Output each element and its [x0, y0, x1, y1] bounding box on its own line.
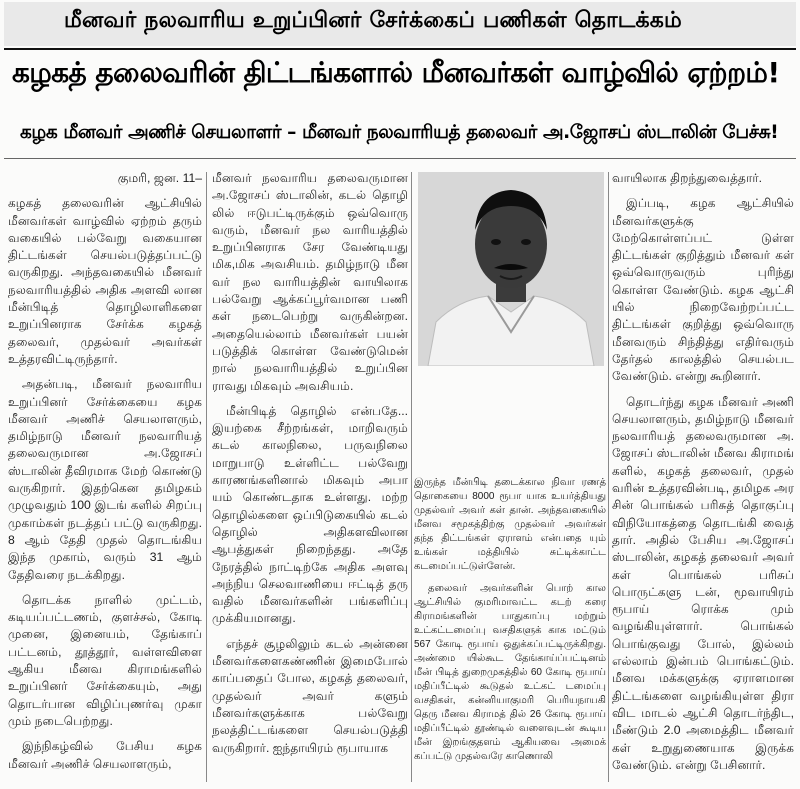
- article-column-1: [8, 170, 202, 781]
- top-rule: [4, 48, 796, 50]
- paragraph: மீன்பிடித் தொழில் என்பதே... இயற்கை சீற்றங்கள், மாறிவரும் கடல் காலநிலை, பருவநிலை மாறுபாடு உள்ளிட்ட பல்வேறு காரணங்களினால் மிகவும் அபா யம் கொண்டதாக உள்ளது. மற்ற தொழில்களை ஒப்பிடுகையில் கடல் தொழில் அதிகளவிலான ஆபத்துகள் நிறைந்தது. அதே நேரத்தில் நாட்டிற்கே அதிக அளவு அந்நிய செலவாணியை ஈட்டித் தரு வதில் மீனவர்களின் பங்களிப்பு முக்கியமானது.: [212, 403, 408, 626]
- paragraph: தொடர்ந்து கழக மீனவர் அணி செயலாளரும், தமிழ்நாடு மீனவர் நலவாரியத் தலைவருமான அ. ஜோசப் ஸ்டாலின் மீனவ கிராமங் களில், கழகத் தலைவர், முதல் வரின் உத்தரவின்படி, தமிழக அர சின் பொங்கல் பரிசுத் தொகுப்பு விநியோகத்தை தொடங்கி வைத் தார். அதில் பேசிய அ.ஜோசப் ஸ்டாலின், கழகத் தலைவர் அவர் கள் பொங்கல் பரிசுப் பொருட்களு டன், மூவாயிரம் ரூபாய் ரொக்க மும் வழங்கியுள்ளார். பொங்கல் பொங்குவது போல், இல்லம் எல்லாம் இன்பம் பொங்கட்டும். மீனவ மக்களுக்கு ஏராளமான திட்டங்களை வழங்கியுள்ள திரா விட மாடல் ஆட்சி தொடர்ந்திட, மீண்டும் 2.0 அமைத்திட மீனவர் கள் உறுதுணையாக இருக்க வேண்டும். என்று பேசினார்.: [612, 394, 794, 772]
- paragraph: கழகத் தலைவரின் ஆட்சியில் மீனவர்கள் வாழ்வில் ஏற்றம் தரும் வகையில் பல்வேறு வகையான திட்டங்கள் செயல்படுத்தப்பட்டு வருகிறது. அந்தவகையில் மீனவர் நலவாரியத்தில் அதிக அளவி லான மீன்பிடித் தொழிலாளிகளை உறுப்பினராக சேர்க்க கழகத் தலைவர், முதல்வர் அவர்கள் உத்தரவிட்டிருந்தார்.: [8, 196, 202, 366]
- column-separator: [411, 172, 412, 782]
- headline: கழகத் தலைவரின் திட்டங்களால் மீனவர்கள் வாழ்வில் ஏற்றம்!: [12, 56, 780, 89]
- subheadline: கழக மீனவர் அணிச் செயலாளர் – மீனவர் நலவாரியத் தலைவர் அ.ஜோசப் ஸ்டாலின் பேச்சு!: [20, 122, 779, 143]
- paragraph: வாயிலாக திறந்துவைத்தார்.: [612, 171, 763, 185]
- portrait-photo: [418, 172, 604, 366]
- paragraph: தலைவர் அவர்களின் பொற் கால ஆட்சியில் குமரிமாவட்ட கடற் கரை கிராமங்களின் பாதுகாப்பு மற்றும் உட்கட்டமைப்பு வசதிகளுக் காக மட்டும் 567 கோடி ரூபாய் ஒதுக்கப்பட்டிருக்கிறது. அண்மை யில்கூட தேங்காய்ப்பட்டினம் மீன் பிடித் துறைமுகத்தில் 60 கோடி ரூபாய் மதிப்பீட்டில் கூடுதல் உட்கட் டமைப்பு வசதிகள், கன்னியாகுமரி பெரியநாயகி தெரு மீனவ கிராமத் தில் 26 கோடி ரூபாய் மதிப்பீட்டில் தூண்டில் வளைவுடன் கூடிய மீன் இறங்குதளம் ஆகியவை அமைக் கப்பட்டு முதல்வரே காணொலி: [414, 583, 606, 762]
- article-column-4: [612, 170, 794, 782]
- article-column-3: [414, 476, 606, 772]
- paragraph: இப்படி, கழக ஆட்சியில் மீனவர்களுக்கு மேற்கொள்ளப்பட் டுள்ள திட்டங்கள் குறித்தும் மீனவர் கள் ஒவ்வொருவரும் புரிந்து கொள்ள வேண்டும். கழக ஆட்சி யில் நிறைவேற்றப்பட்ட திட்டங்கள் குறித்து ஒவ்வொரு மீனவரும் சிந்தித்து எதிர்வரும் தேர்தல் காலத்தில் செயல்பட வேண்டும். என்று கூறினார்.: [612, 196, 794, 384]
- article-column-2: [212, 170, 408, 765]
- paragraph: தொடக்க நாளில் முட்டம், கடியப்பட்டணம், குளச்சல், கோடி முனை, இனையம், தேங்காப் பட்டனம், தூத்தூர், வள்ளவிளை ஆகிய மீனவ கிராமங்களில் உறுப்பினர் சேர்க்கையும், அது தொடர்பான விழிப்புணர்வு முகா மும் நடைபெற்றது.: [8, 592, 202, 728]
- dateline: குமரி, ஜன. 11–: [117, 171, 202, 185]
- sub-rule: [4, 158, 796, 159]
- paragraph: எந்தச் சூழலிலும் கடல் அன்னை மீனவர்களைகண்ணின் இமைபோல் காப்பதைப் போல, கழகத் தலைவர், முதல்வர் அவர் களும் மீனவர்களுக்காக பல்வேறு நலத்திட்டங்களை செயல்படுத்தி வருகிறார். ஐந்தாயிரம் ரூபாயாக: [212, 636, 408, 755]
- paragraph: இருந்த மீன்பிடி தடைக்கால நிவா ரணத் தொகையை 8000 ரூபா யாக உயர்த்தியது முதல்வர் அவர் கள் தான். அந்தவகையில் மீனவ சமூகத்திற்கு முதல்வர் அவர்கள் தந்த திட்டங்கள் ஏராளம் என்பதை யும் உங்கள் மத்தியில் சுட்டிக்காட்ட கடமைப்பட்டுள்ளேன்.: [414, 477, 606, 572]
- kicker-band: [4, 2, 796, 46]
- portrait-illustration: [418, 172, 604, 366]
- paragraph: இந்நிகழ்வில் பேசிய கழக மீனவர் அணிச் செயலாளரும்,: [8, 739, 202, 771]
- kicker-text: மீனவர் நலவாரிய உறுப்பினர் சேர்க்கைப் பணிகள் தொடக்கம்: [64, 8, 682, 33]
- paragraph: அதன்படி, மீனவர் நலவாரிய உறுப்பினர் சேர்க்கையை கழக மீனவர் அணிச் செயலாளரும், தமிழ்நாடு மீனவர் நலவாரியத் தலைவருமான அ.ஜோசப் ஸ்டாலின் தீவிரமாக மேற் கொண்டு வருகிறார். இதற்கென தமிழகம் முழுவதும் 100 இடங் களில் சிறப்பு முகாம்கள் நடத்தப் பட்டு வருகிறது. 8 ஆம் தேதி முதல் தொடங்கிய இந்த முகாம், வரும் 31 ஆம் தேதிவரை நடக்கிறது.: [8, 377, 202, 582]
- paragraph: மீனவர் நலவாரிய தலைவருமான அ.ஜோசப் ஸ்டாலின், கடல் தொழி லில் ஈடுபட்டிருக்கும் ஒவ்வொரு வரும், மீனவர் நல வாரியத்தில் உறுப்பினராக சேர வேண்டியது மிக,மிக அவசியம். தமிழ்நாடு மீன வர் நல வாரியத்தின் வாயிலாக பல்வேறு ஆக்கப்பூர்வமான பணி கள் நடைபெற்று வருகின்றன. அதையெல்லாம் மீனவர்கள் பயன் படுத்திக் கொள்ள வேண்டுமென் றால் நலவாரியத்தில் உறுப்பின ராவது மிகவும் அவசியம்.: [212, 171, 408, 393]
- column-separator: [206, 172, 207, 782]
- column-separator: [608, 172, 609, 782]
